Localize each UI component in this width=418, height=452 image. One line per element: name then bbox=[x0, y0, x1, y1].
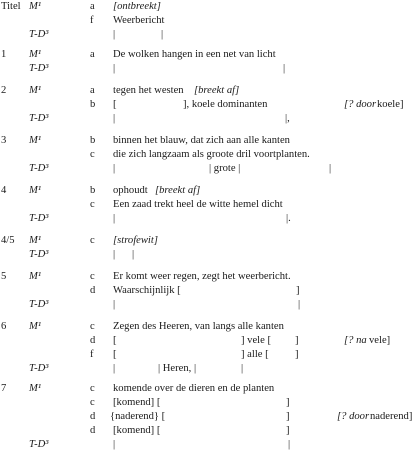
variant-text: | bbox=[288, 439, 291, 450]
variant-text: die zich langzaam als groote dril voortplanten. bbox=[113, 149, 310, 160]
variant-text: | grote | bbox=[209, 163, 241, 174]
witness-siglum: T-D³ bbox=[29, 299, 49, 310]
editorial-note: [strofewit] bbox=[113, 235, 158, 246]
line-label: 6 bbox=[1, 321, 7, 332]
variant-text: | bbox=[132, 249, 135, 260]
witness-siglum: T-D³ bbox=[29, 63, 49, 74]
variant-text: |. bbox=[286, 213, 291, 224]
variant-text: [komend] [ bbox=[113, 397, 161, 408]
witness-siglum: T-D³ bbox=[29, 113, 49, 124]
variant-text: ], koele dominanten bbox=[183, 99, 268, 110]
variant-letter: c bbox=[90, 271, 95, 282]
variant-letter: f bbox=[90, 349, 94, 360]
witness-siglum: M¹ bbox=[29, 85, 42, 96]
variant-text: [ bbox=[113, 99, 117, 110]
variant-text: ] bbox=[286, 425, 290, 436]
variant-text: ] alle [ bbox=[241, 349, 269, 360]
witness-siglum: M¹ bbox=[29, 383, 42, 394]
variant-text: | bbox=[113, 63, 116, 74]
variant-text: | bbox=[298, 299, 301, 310]
variant-letter: c bbox=[90, 397, 95, 408]
variant-text: Er komt weer regen, zegt het weerbericht. bbox=[113, 271, 291, 282]
editorial-note: [breekt af] bbox=[194, 85, 240, 96]
variant-text: | bbox=[329, 163, 332, 174]
witness-siglum: T-D³ bbox=[29, 29, 49, 40]
variant-text: naderend] bbox=[370, 411, 413, 422]
variant-text: koele] bbox=[377, 99, 404, 110]
variant-text: | bbox=[113, 439, 116, 450]
variant-text: | bbox=[113, 113, 116, 124]
variant-text: De wolken hangen in een net van licht bbox=[113, 49, 276, 60]
witness-siglum: M¹ bbox=[29, 185, 42, 196]
editorial-note: [ontbreekt] bbox=[113, 1, 161, 12]
variant-letter: c bbox=[90, 199, 95, 210]
variant-letter: a bbox=[90, 85, 95, 96]
variant-text: | Heren, | bbox=[158, 363, 197, 374]
variant-letter: d bbox=[90, 335, 96, 346]
variant-text: | bbox=[113, 249, 116, 260]
variant-text: | bbox=[113, 299, 116, 310]
variant-letter: c bbox=[90, 149, 95, 160]
editorial-note: [? na bbox=[344, 335, 367, 346]
editorial-note: [breekt af] bbox=[155, 185, 201, 196]
line-label: 4/5 bbox=[1, 235, 15, 246]
line-label: 4 bbox=[1, 185, 7, 196]
variant-letter: a bbox=[90, 49, 95, 60]
variant-letter: f bbox=[90, 15, 94, 26]
variant-text: ] bbox=[296, 285, 300, 296]
variant-text: | bbox=[241, 363, 244, 374]
variant-text: | bbox=[113, 163, 116, 174]
variant-text: komende over de dieren en de planten bbox=[113, 383, 275, 394]
witness-siglum: M¹ bbox=[29, 271, 42, 282]
variant-letter: b bbox=[90, 99, 96, 110]
editorial-note: [? door bbox=[337, 411, 370, 422]
variant-letter: d bbox=[90, 411, 96, 422]
variant-text: {naderend} [ bbox=[110, 411, 166, 422]
variant-text: ] bbox=[286, 411, 290, 422]
variant-text: Zegen des Heeren, van langs alle kanten bbox=[113, 321, 284, 332]
variant-text: ] bbox=[286, 397, 290, 408]
line-label: 2 bbox=[1, 85, 7, 96]
variant-text: | bbox=[113, 213, 116, 224]
editorial-note: [? door bbox=[344, 99, 377, 110]
witness-siglum: T-D³ bbox=[29, 363, 49, 374]
witness-siglum: T-D³ bbox=[29, 439, 49, 450]
variant-text: [ bbox=[113, 335, 117, 346]
variant-text: tegen het westen bbox=[113, 85, 184, 96]
variant-text: Een zaad trekt heel de witte hemel dicht bbox=[113, 199, 283, 210]
variant-text: ophoudt bbox=[113, 185, 148, 196]
variant-letter: c bbox=[90, 383, 95, 394]
variant-text: | bbox=[113, 363, 116, 374]
variant-text: | bbox=[161, 29, 164, 40]
witness-siglum: M¹ bbox=[29, 235, 42, 246]
variant-letter: c bbox=[90, 235, 95, 246]
variant-text: | bbox=[283, 63, 286, 74]
witness-siglum: T-D³ bbox=[29, 163, 49, 174]
variant-text: ] bbox=[295, 335, 299, 346]
variant-text: ] bbox=[295, 349, 299, 360]
line-label: 1 bbox=[1, 49, 7, 60]
variant-text: Waarschijnlijk [ bbox=[113, 285, 181, 296]
line-label: 3 bbox=[1, 135, 7, 146]
variant-letter: c bbox=[90, 321, 95, 332]
variant-letter: d bbox=[90, 285, 96, 296]
line-label: Titel bbox=[1, 1, 21, 12]
variant-text: binnen het blauw, dat zich aan alle kanten bbox=[113, 135, 290, 146]
witness-siglum: M¹ bbox=[29, 321, 42, 332]
variant-text: vele] bbox=[369, 335, 391, 346]
variant-text: |, bbox=[285, 113, 290, 124]
variant-text: Weerbericht bbox=[113, 15, 165, 26]
variant-letter: a bbox=[90, 1, 95, 12]
variant-letter: b bbox=[90, 185, 96, 196]
variant-text: | bbox=[113, 29, 116, 40]
variant-letter: d bbox=[90, 425, 96, 436]
line-label: 7 bbox=[1, 383, 7, 394]
witness-siglum: T-D³ bbox=[29, 249, 49, 260]
witness-siglum: T-D³ bbox=[29, 213, 49, 224]
witness-siglum: M¹ bbox=[29, 49, 42, 60]
variant-letter: b bbox=[90, 135, 96, 146]
line-label: 5 bbox=[1, 271, 7, 282]
variant-text: ] vele [ bbox=[241, 335, 271, 346]
variant-text: [komend] [ bbox=[113, 425, 161, 436]
witness-siglum: M¹ bbox=[29, 1, 42, 12]
witness-siglum: M¹ bbox=[29, 135, 42, 146]
variant-text: [ bbox=[113, 349, 117, 360]
